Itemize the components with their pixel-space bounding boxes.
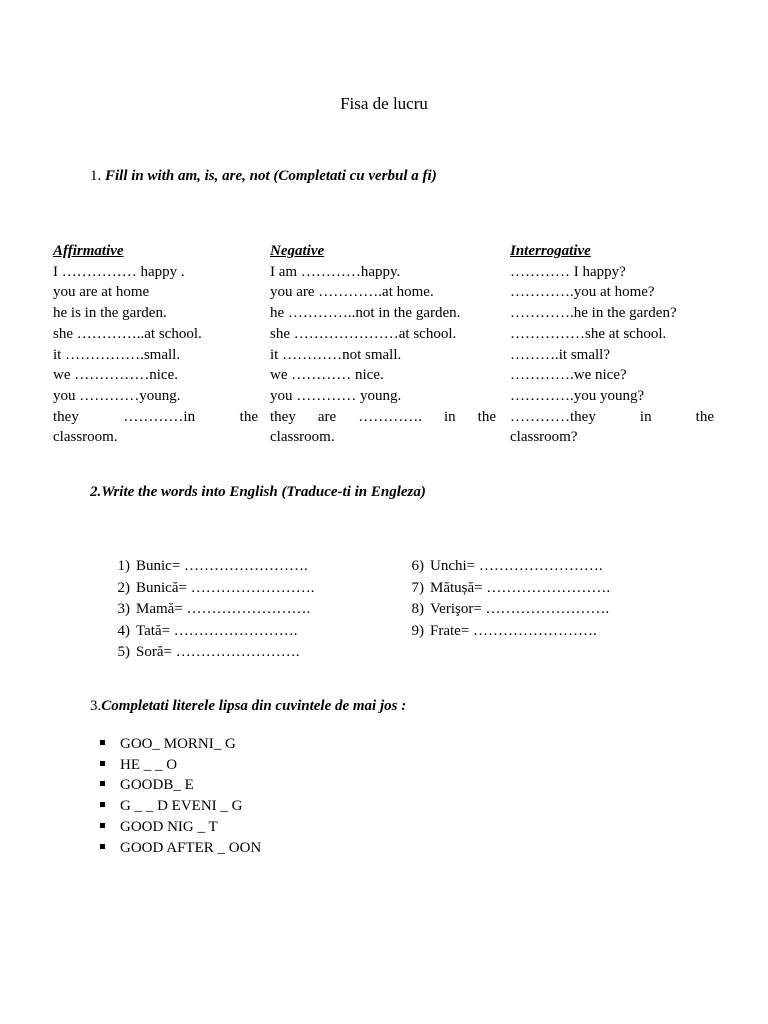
- negative-column: [270, 241, 496, 448]
- word-puzzle: GOODB_ E: [120, 777, 194, 794]
- item-text: Unchi= …………………….: [430, 558, 603, 574]
- affirmative-line: we ……………nice.: [53, 367, 178, 384]
- vocab-list-right: [400, 556, 610, 642]
- negative-line: it …………not small.: [270, 346, 402, 363]
- word-puzzle: GOO_ MORNI_ G: [120, 736, 236, 752]
- negative-line: she …………………at school.: [270, 325, 457, 342]
- item-text: Mătușă= …………………….: [430, 579, 611, 596]
- item-number: 8): [411, 601, 424, 617]
- interrogative-column: [510, 241, 714, 448]
- negative-header: Negative: [270, 243, 325, 259]
- interrogative-line: classroom?: [510, 429, 578, 446]
- page-title: Fisa de lucru: [340, 94, 428, 113]
- negative-line: you ………… young.: [270, 387, 402, 404]
- list-item: [400, 578, 610, 600]
- exercise-3-number: 3.: [90, 698, 102, 714]
- exercise-3-text: Completati literele lipsa din cuvintele de mai jos :: [101, 698, 407, 714]
- list-item: [100, 734, 261, 755]
- list-item: [100, 796, 261, 817]
- negative-line: you are ………….at home.: [270, 284, 434, 301]
- item-text: Soră= …………………….: [136, 644, 300, 660]
- bullet-square-icon: [100, 781, 105, 786]
- list-item: [106, 599, 314, 621]
- item-text: Bunic= …………………….: [136, 558, 308, 574]
- interrogative-header: Interrogative: [510, 243, 591, 259]
- interrogative-line: …………they in the: [510, 408, 714, 425]
- word-puzzle: G _ _ D EVENI _ G: [120, 798, 243, 815]
- interrogative-line: ………….you at home?: [510, 284, 655, 301]
- item-number: 1): [117, 558, 130, 574]
- list-item: [100, 775, 261, 796]
- item-text: Mamă= …………………….: [136, 601, 311, 617]
- item-number: 2): [117, 579, 130, 596]
- affirmative-line: I …………… happy .: [53, 263, 185, 280]
- affirmative-line: you are at home: [53, 284, 150, 301]
- item-text: Bunică= …………………….: [136, 579, 315, 596]
- item-number: 4): [117, 622, 130, 639]
- affirmative-column: [53, 241, 258, 448]
- bullet-square-icon: [100, 844, 105, 849]
- missing-letters-list: [100, 734, 261, 858]
- affirmative-line: it …………….small.: [53, 346, 181, 363]
- affirmative-line: they …………in the: [53, 408, 258, 425]
- affirmative-line: she …………..at school.: [53, 325, 202, 342]
- bullet-square-icon: [100, 761, 105, 766]
- list-item: [100, 817, 261, 838]
- list-item: [106, 642, 314, 664]
- interrogative-line: ………… I happy?: [510, 263, 626, 280]
- word-puzzle: GOOD AFTER _ OON: [120, 839, 262, 856]
- negative-line: I am …………happy.: [270, 263, 401, 280]
- interrogative-line: ………….he in the garden?: [510, 305, 677, 322]
- list-item: [400, 556, 610, 578]
- item-number: 6): [411, 558, 424, 574]
- exercise-3-heading: [90, 698, 406, 715]
- negative-line: we ………… nice.: [270, 367, 384, 384]
- word-puzzle: HE _ _ O: [120, 756, 178, 773]
- bullet-square-icon: [100, 823, 105, 828]
- item-text: Tată= …………………….: [136, 622, 298, 639]
- negative-line: they are …………. in the: [270, 408, 496, 425]
- item-text: Frate= …………………….: [430, 622, 597, 639]
- item-number: 3): [117, 601, 130, 617]
- item-text: Verişor= …………………….: [430, 601, 610, 617]
- affirmative-line: classroom.: [53, 429, 118, 446]
- list-item: [106, 621, 314, 643]
- interrogative-line: ………….you young?: [510, 387, 645, 404]
- bullet-square-icon: [100, 740, 105, 745]
- list-item: [400, 621, 610, 643]
- exercise-1-heading: [90, 168, 437, 185]
- affirmative-line: you …………young.: [53, 387, 181, 404]
- exercise-1-number: 1.: [90, 168, 102, 184]
- negative-line: classroom.: [270, 429, 335, 446]
- exercise-2-heading: 2.Write the words into English (Traduce-ti in Engleza): [90, 484, 426, 500]
- list-item: [100, 755, 261, 776]
- interrogative-line: ……………she at school.: [510, 325, 667, 342]
- bullet-square-icon: [100, 802, 105, 807]
- interrogative-line: ……….it small?: [510, 346, 610, 363]
- item-number: 9): [411, 622, 424, 639]
- negative-line: he …………..not in the garden.: [270, 305, 461, 322]
- list-item: [106, 578, 314, 600]
- interrogative-line: ………….we nice?: [510, 367, 627, 384]
- word-puzzle: GOOD NIG _ T: [120, 818, 218, 835]
- list-item: [100, 838, 261, 859]
- item-number: 5): [117, 644, 130, 660]
- affirmative-header: Affirmative: [53, 243, 124, 259]
- item-number: 7): [411, 579, 424, 596]
- list-item: [106, 556, 314, 578]
- exercise-1-text: Fill in with am, is, are, not (Completati cu verbul a fi): [105, 168, 437, 184]
- vocab-list-left: [106, 556, 314, 664]
- list-item: [400, 599, 610, 621]
- affirmative-line: he is in the garden.: [53, 305, 167, 322]
